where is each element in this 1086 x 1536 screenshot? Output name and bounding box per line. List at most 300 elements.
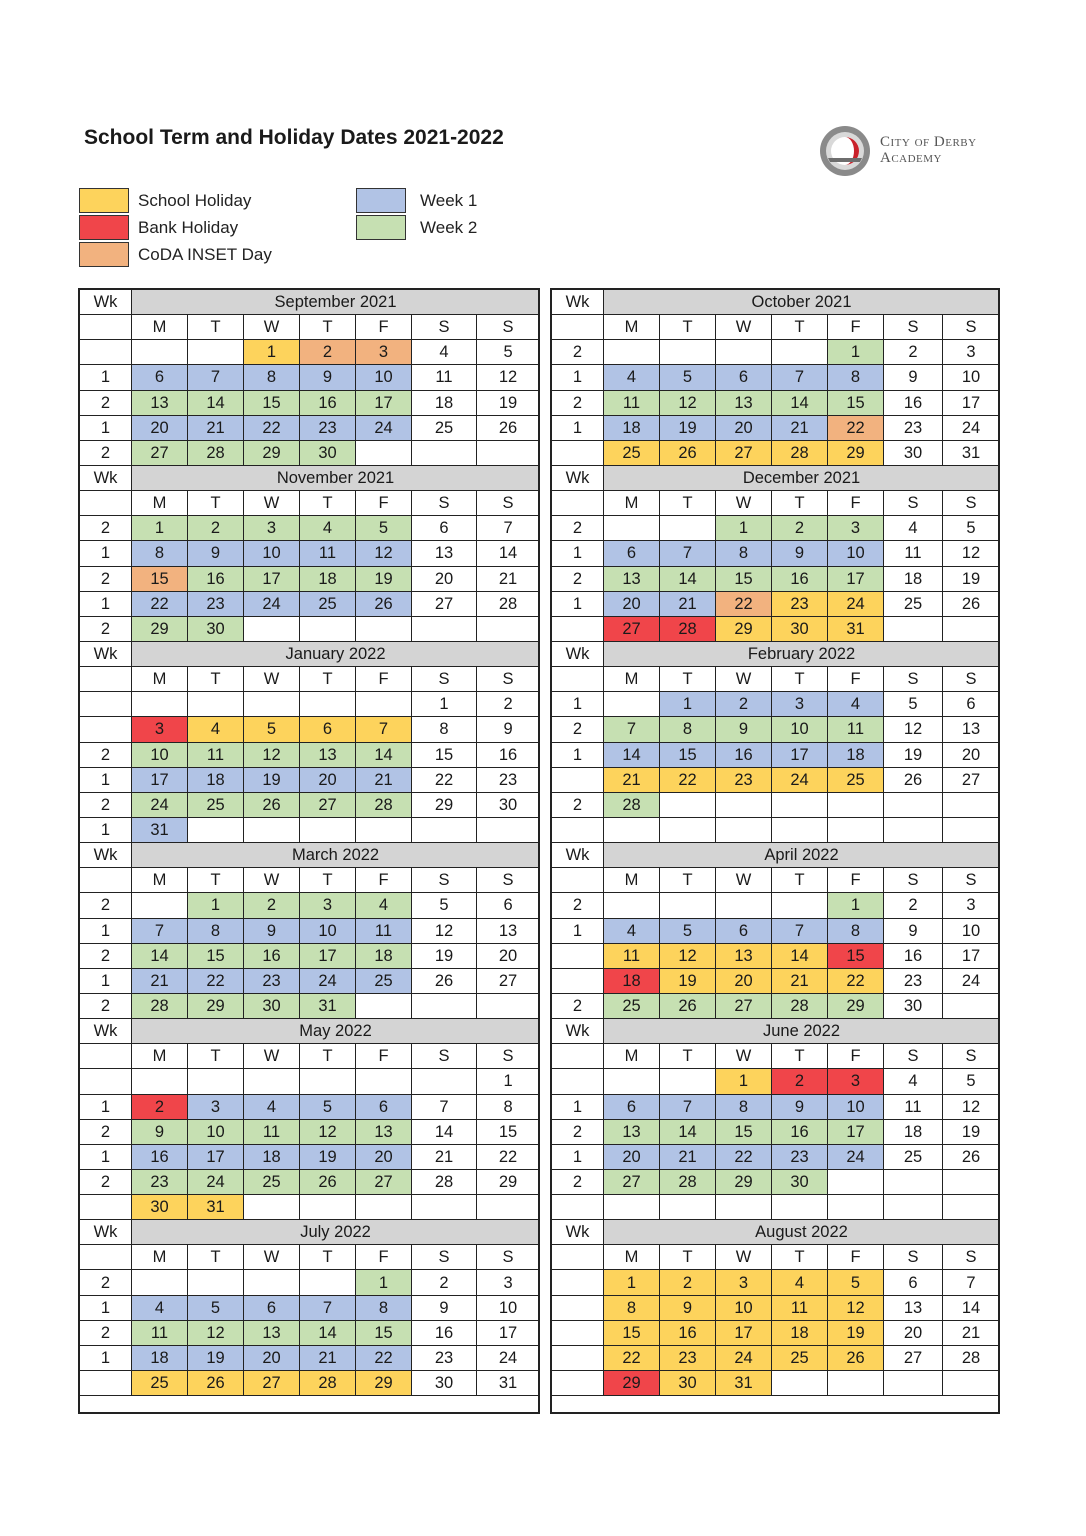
day-cell: 21: [356, 767, 412, 792]
day-cell: 6: [412, 516, 477, 541]
day-cell: 21: [604, 767, 660, 792]
week-number: 1: [80, 541, 132, 566]
week-row: [552, 1069, 1000, 1094]
day-cell: 9: [884, 365, 943, 390]
day-cell: 23: [772, 1144, 828, 1169]
week-row: [552, 817, 1000, 842]
day-header: T: [660, 1245, 716, 1270]
day-cell: 25: [356, 968, 412, 993]
day-cell: 4: [188, 717, 244, 742]
day-cell: 4: [132, 1295, 188, 1320]
week-number: 2: [552, 792, 604, 817]
month-header-january-2022: [80, 641, 540, 666]
day-cell: 14: [477, 541, 540, 566]
day-cell: 8: [132, 541, 188, 566]
day-cell: 25: [884, 591, 943, 616]
week-row: [552, 415, 1000, 440]
day-cell: [244, 817, 300, 842]
week-number: 2: [80, 742, 132, 767]
day-header: S: [884, 315, 943, 340]
day-cell: 8: [188, 918, 244, 943]
day-cell: 8: [412, 717, 477, 742]
day-cell: 2: [660, 1270, 716, 1295]
day-cell: 23: [132, 1169, 188, 1194]
day-cell: 7: [300, 1295, 356, 1320]
day-cell: 11: [356, 918, 412, 943]
day-cell: 10: [244, 541, 300, 566]
day-cell: 7: [412, 1094, 477, 1119]
day-cell: [716, 340, 772, 365]
wk-header: Wk: [80, 1220, 132, 1245]
day-header: S: [477, 491, 540, 516]
day-cell: 8: [828, 365, 884, 390]
day-header: S: [412, 1044, 477, 1069]
week-number: 1: [80, 1295, 132, 1320]
day-cell: 26: [477, 415, 540, 440]
week-row: [80, 1270, 540, 1295]
day-cell: 14: [412, 1119, 477, 1144]
day-header: M: [604, 868, 660, 893]
day-cell: 29: [716, 616, 772, 641]
day-cell: [943, 1195, 1000, 1220]
week-number: 2: [80, 893, 132, 918]
day-header: S: [943, 315, 1000, 340]
day-cell: 19: [356, 566, 412, 591]
wk-blank: [552, 868, 604, 893]
month-header-april-2022: [552, 843, 1000, 868]
day-cell: 7: [477, 516, 540, 541]
week-number: [552, 1270, 604, 1295]
day-cell: [356, 692, 412, 717]
day-cell: 8: [244, 365, 300, 390]
day-header: S: [884, 1245, 943, 1270]
day-cell: 20: [884, 1320, 943, 1345]
day-cell: [188, 340, 244, 365]
week-row: [80, 1195, 540, 1220]
week-number: [80, 340, 132, 365]
day-cell: [884, 1371, 943, 1396]
week-number: [80, 717, 132, 742]
day-cell: 2: [244, 893, 300, 918]
day-cell: 27: [716, 993, 772, 1018]
day-cell: 5: [244, 717, 300, 742]
day-cell: [884, 817, 943, 842]
day-cell: 29: [132, 616, 188, 641]
day-cell: 5: [943, 516, 1000, 541]
week-number: 1: [552, 692, 604, 717]
day-cell: 8: [716, 541, 772, 566]
day-cell: 2: [188, 516, 244, 541]
day-cell: 21: [132, 968, 188, 993]
week-number: [552, 1069, 604, 1094]
day-cell: 6: [356, 1094, 412, 1119]
week-row: [80, 742, 540, 767]
day-cell: 18: [884, 566, 943, 591]
day-cell: 25: [300, 591, 356, 616]
day-cell: 7: [660, 541, 716, 566]
week-number: 1: [80, 817, 132, 842]
day-cell: [477, 440, 540, 465]
day-cell: 27: [943, 767, 1000, 792]
day-cell: 17: [356, 390, 412, 415]
day-cell: [356, 1195, 412, 1220]
day-header: W: [244, 667, 300, 692]
day-cell: 6: [132, 365, 188, 390]
wk-header: Wk: [552, 641, 604, 666]
day-cell: [772, 817, 828, 842]
day-cell: 25: [188, 792, 244, 817]
day-cell: [300, 692, 356, 717]
day-cell: 19: [828, 1320, 884, 1345]
day-cell: 16: [772, 566, 828, 591]
day-cell: 1: [828, 893, 884, 918]
week-row: [80, 365, 540, 390]
day-cell: 3: [716, 1270, 772, 1295]
day-cell: 26: [943, 591, 1000, 616]
week-row: [80, 1144, 540, 1169]
day-cell: 7: [188, 365, 244, 390]
day-cell: 16: [716, 742, 772, 767]
wk-blank: [80, 491, 132, 516]
week-number: [552, 968, 604, 993]
day-cell: [828, 1169, 884, 1194]
day-cell: 12: [300, 1119, 356, 1144]
day-cell: [604, 516, 660, 541]
month-header-may-2022: [80, 1019, 540, 1044]
week-row: [80, 1345, 540, 1370]
week-row: [80, 717, 540, 742]
day-cell: 20: [300, 767, 356, 792]
day-cell: [884, 616, 943, 641]
day-cell: 8: [477, 1094, 540, 1119]
day-header-row: [552, 667, 1000, 692]
day-cell: 13: [716, 943, 772, 968]
week-number: 2: [552, 1169, 604, 1194]
day-cell: 2: [772, 1069, 828, 1094]
week-number: 2: [80, 943, 132, 968]
month-header-february-2022: [552, 641, 1000, 666]
day-cell: [604, 893, 660, 918]
day-cell: 13: [604, 566, 660, 591]
day-header: S: [943, 667, 1000, 692]
month-name: July 2022: [132, 1220, 540, 1245]
day-cell: [828, 1195, 884, 1220]
legend-label-school-holiday: School Holiday: [138, 191, 252, 210]
day-cell: 28: [604, 792, 660, 817]
day-cell: 13: [412, 541, 477, 566]
wk-header: Wk: [552, 290, 604, 315]
day-header-row: [80, 1245, 540, 1270]
day-cell: [716, 893, 772, 918]
day-cell: 16: [660, 1320, 716, 1345]
day-cell: 30: [132, 1195, 188, 1220]
day-cell: 8: [356, 1295, 412, 1320]
wk-blank: [80, 667, 132, 692]
week-row: [552, 390, 1000, 415]
day-cell: 27: [716, 440, 772, 465]
day-cell: 15: [828, 390, 884, 415]
day-cell: 22: [716, 591, 772, 616]
week-row: [552, 943, 1000, 968]
day-cell: 7: [943, 1270, 1000, 1295]
day-cell: 21: [412, 1144, 477, 1169]
day-cell: 18: [356, 943, 412, 968]
day-cell: 6: [943, 692, 1000, 717]
day-cell: [604, 692, 660, 717]
day-cell: [132, 692, 188, 717]
day-cell: 8: [716, 1094, 772, 1119]
day-cell: 13: [477, 918, 540, 943]
day-cell: 3: [132, 717, 188, 742]
day-header: M: [604, 667, 660, 692]
day-cell: 6: [477, 893, 540, 918]
day-header: T: [300, 1245, 356, 1270]
day-cell: 23: [772, 591, 828, 616]
day-cell: 4: [828, 692, 884, 717]
day-cell: 31: [300, 993, 356, 1018]
calendar-right-column: [551, 289, 1000, 1396]
day-cell: 21: [943, 1320, 1000, 1345]
day-cell: 7: [772, 365, 828, 390]
day-cell: 27: [884, 1345, 943, 1370]
week-number: 1: [80, 1345, 132, 1370]
day-header: M: [604, 1245, 660, 1270]
day-cell: 6: [716, 918, 772, 943]
day-cell: 13: [943, 717, 1000, 742]
day-cell: 5: [300, 1094, 356, 1119]
day-cell: 5: [660, 918, 716, 943]
day-cell: 23: [244, 968, 300, 993]
day-cell: 19: [477, 390, 540, 415]
week-row: [552, 893, 1000, 918]
page-title: School Term and Holiday Dates 2021-2022: [84, 126, 504, 149]
day-cell: 25: [772, 1345, 828, 1370]
day-cell: 18: [300, 566, 356, 591]
day-cell: 30: [300, 440, 356, 465]
day-cell: 22: [828, 968, 884, 993]
week-row: [80, 918, 540, 943]
day-header-row: [80, 1044, 540, 1069]
day-cell: [244, 1270, 300, 1295]
day-header: T: [188, 491, 244, 516]
wk-header: Wk: [80, 290, 132, 315]
day-cell: [132, 1069, 188, 1094]
legend-swatch-week-1: [356, 188, 406, 213]
day-cell: [660, 340, 716, 365]
day-header: F: [828, 491, 884, 516]
legend-label-week-1: Week 1: [420, 191, 478, 210]
day-cell: 11: [604, 390, 660, 415]
day-header: S: [412, 315, 477, 340]
week-row: [552, 591, 1000, 616]
day-cell: 16: [477, 742, 540, 767]
day-cell: 9: [188, 541, 244, 566]
week-row: [80, 566, 540, 591]
academy-name-line1: City of Derby: [880, 134, 977, 150]
wk-header: Wk: [552, 843, 604, 868]
month-name: December 2021: [604, 465, 1000, 490]
day-cell: 27: [132, 440, 188, 465]
week-row: [80, 340, 540, 365]
day-cell: 15: [356, 1320, 412, 1345]
month-name: May 2022: [132, 1019, 540, 1044]
day-cell: 4: [244, 1094, 300, 1119]
day-header: S: [477, 1044, 540, 1069]
week-row: [552, 365, 1000, 390]
day-cell: 26: [660, 993, 716, 1018]
day-cell: 2: [132, 1094, 188, 1119]
day-cell: [660, 792, 716, 817]
day-header: W: [716, 315, 772, 340]
day-cell: 9: [300, 365, 356, 390]
week-number: 1: [80, 415, 132, 440]
day-cell: 20: [716, 415, 772, 440]
day-cell: 14: [300, 1320, 356, 1345]
day-header: W: [244, 1044, 300, 1069]
day-cell: [943, 1169, 1000, 1194]
day-cell: 18: [412, 390, 477, 415]
day-cell: [356, 440, 412, 465]
day-cell: [884, 1169, 943, 1194]
week-row: [80, 968, 540, 993]
day-cell: 10: [477, 1295, 540, 1320]
day-cell: 18: [244, 1144, 300, 1169]
week-row: [80, 591, 540, 616]
day-header: S: [412, 868, 477, 893]
legend-swatch-week-2: [356, 215, 406, 240]
day-cell: [412, 616, 477, 641]
legend-swatch-school-holiday: [79, 188, 129, 213]
day-cell: 26: [356, 591, 412, 616]
day-cell: 20: [356, 1144, 412, 1169]
day-cell: 2: [477, 692, 540, 717]
day-header: F: [356, 1245, 412, 1270]
day-header: T: [300, 491, 356, 516]
day-cell: 28: [412, 1169, 477, 1194]
day-cell: 3: [943, 893, 1000, 918]
day-cell: 1: [828, 340, 884, 365]
week-row: [552, 792, 1000, 817]
day-cell: 15: [716, 566, 772, 591]
day-cell: 9: [132, 1119, 188, 1144]
day-header: T: [300, 315, 356, 340]
wk-header: Wk: [80, 1019, 132, 1044]
day-cell: 17: [828, 1119, 884, 1144]
day-cell: 30: [244, 993, 300, 1018]
day-cell: [660, 1069, 716, 1094]
day-cell: 15: [716, 1119, 772, 1144]
day-cell: 6: [884, 1270, 943, 1295]
month-header-november-2021: [80, 465, 540, 490]
day-cell: 12: [660, 390, 716, 415]
week-number: 2: [552, 993, 604, 1018]
day-header-row: [552, 1245, 1000, 1270]
day-cell: 5: [188, 1295, 244, 1320]
day-cell: 1: [660, 692, 716, 717]
legend-label-bank-holiday: Bank Holiday: [138, 218, 239, 237]
day-cell: 24: [132, 792, 188, 817]
day-header: T: [660, 315, 716, 340]
day-cell: 25: [132, 1371, 188, 1396]
day-cell: [477, 616, 540, 641]
week-row: [552, 767, 1000, 792]
day-cell: [772, 792, 828, 817]
day-cell: 1: [716, 516, 772, 541]
day-cell: [716, 817, 772, 842]
day-header: T: [300, 868, 356, 893]
day-cell: 19: [943, 566, 1000, 591]
day-header: S: [412, 1245, 477, 1270]
day-header: T: [660, 1044, 716, 1069]
month-header-june-2022: [552, 1019, 1000, 1044]
day-cell: [716, 1195, 772, 1220]
day-cell: 27: [604, 1169, 660, 1194]
day-cell: 30: [884, 993, 943, 1018]
day-header: M: [604, 1044, 660, 1069]
week-number: 2: [80, 1320, 132, 1345]
day-cell: 12: [477, 365, 540, 390]
week-row: [552, 1094, 1000, 1119]
day-cell: 23: [412, 1345, 477, 1370]
day-cell: 4: [412, 340, 477, 365]
day-header: F: [828, 667, 884, 692]
week-row: [80, 1295, 540, 1320]
week-row: [80, 541, 540, 566]
wk-blank: [552, 491, 604, 516]
week-number: 2: [552, 390, 604, 415]
day-cell: 10: [828, 1094, 884, 1119]
day-cell: 20: [132, 415, 188, 440]
day-header: T: [660, 868, 716, 893]
day-cell: [660, 893, 716, 918]
day-header: M: [132, 1245, 188, 1270]
day-cell: [828, 817, 884, 842]
day-cell: 25: [604, 993, 660, 1018]
day-cell: [188, 692, 244, 717]
day-cell: 31: [943, 440, 1000, 465]
day-cell: 11: [772, 1295, 828, 1320]
week-row: [552, 1195, 1000, 1220]
day-cell: [412, 440, 477, 465]
week-number: 1: [552, 1094, 604, 1119]
day-cell: 5: [477, 340, 540, 365]
week-number: [552, 767, 604, 792]
day-header-row: [80, 315, 540, 340]
day-header: F: [356, 667, 412, 692]
week-row: [80, 1119, 540, 1144]
day-cell: 26: [300, 1169, 356, 1194]
week-number: 1: [80, 767, 132, 792]
day-cell: 19: [943, 1119, 1000, 1144]
day-cell: 13: [884, 1295, 943, 1320]
day-header: T: [188, 1044, 244, 1069]
day-cell: 1: [604, 1270, 660, 1295]
legend-swatch-inset-day: [79, 242, 129, 267]
day-cell: 26: [188, 1371, 244, 1396]
month-name: April 2022: [604, 843, 1000, 868]
day-cell: 2: [412, 1270, 477, 1295]
day-cell: 10: [943, 918, 1000, 943]
month-header-july-2022: [80, 1220, 540, 1245]
academy-logo: [818, 124, 1008, 178]
day-cell: 14: [132, 943, 188, 968]
day-cell: 13: [300, 742, 356, 767]
wk-blank: [80, 315, 132, 340]
day-cell: 5: [356, 516, 412, 541]
day-cell: 27: [604, 616, 660, 641]
week-number: 2: [80, 1270, 132, 1295]
week-number: 2: [80, 440, 132, 465]
